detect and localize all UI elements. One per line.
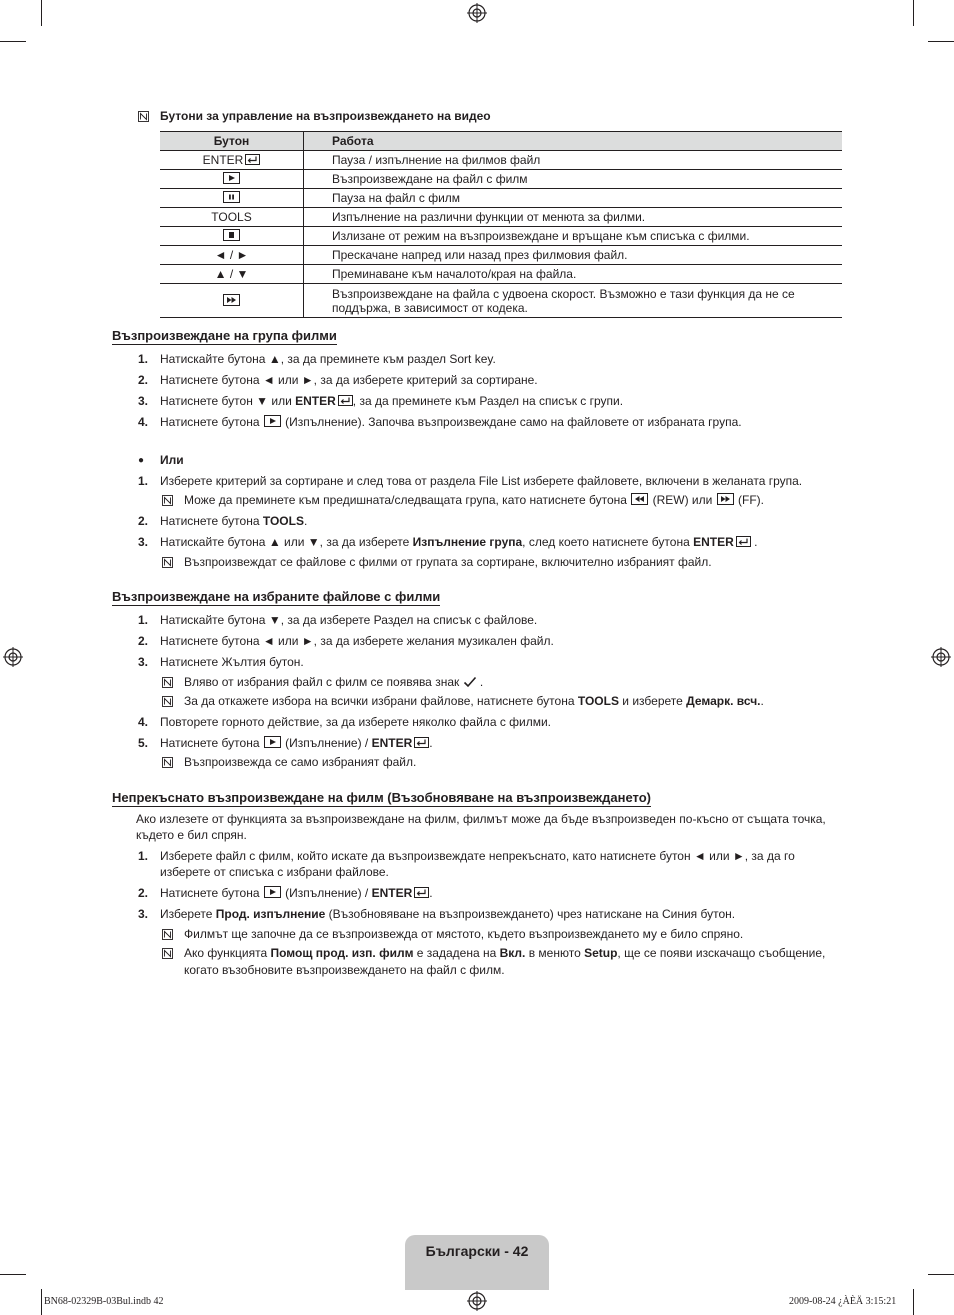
playback-controls-table [160,131,842,318]
registration-mark-icon [467,1291,487,1311]
text-span: Натиснете бутон ▼ или [160,394,296,408]
table-title: Бутони за управление на възпроизвеждането на видео [160,109,491,123]
enter-key-label: ENTER [693,535,734,549]
tools-key-label: TOOLS [577,694,619,708]
text-span: , за да преминете към Раздел на списък с групи. [352,394,624,408]
button-cell [160,151,304,170]
section-heading-group: Възпроизвеждане на група филми [112,328,337,343]
note-icon [162,948,173,959]
text-span: , след което натиснете бутона [522,535,694,549]
step-text [160,415,742,430]
setting-value: Вкл. [499,946,526,960]
registration-mark-icon [3,647,23,667]
crop-mark [913,0,914,26]
menu-item-label: Изпълнение група [412,535,523,549]
note-icon [162,557,173,568]
text-span: Вляво от избрания файл с филм се появява знак [184,675,463,689]
table-row [160,170,842,189]
or-label: Или [160,453,184,467]
step-text [160,535,757,550]
menu-name: Setup [584,946,618,960]
action-line: поддържа, в зависимост от кодека. [332,300,528,315]
note-text [184,493,764,508]
button-cell: TOOLS [160,208,304,227]
action-cell: Излизане от режим на възпроизвеждане и връщане към списъка с филми. [304,227,843,246]
step-text: изберете от списъка с избрани файлове. [160,865,389,879]
enter-icon [736,536,751,547]
text-span: . [476,675,484,689]
section-heading-selected: Възпроизвеждане на избраните файлове с филми [112,589,441,604]
step-text: Натиснете бутона ◄ или ►, за да изберете критерий за сортиране. [160,373,538,387]
step-number: 2. [138,373,149,387]
text-span: . [303,514,308,528]
section-heading-resume: Непрекъснато възпроизвеждане на филм (Възобновяване на възпроизвеждането) [112,790,651,805]
ff-icon [717,493,734,505]
table-row [160,265,842,284]
action-cell: Преминаване към началото/края на файла. [304,265,843,284]
table-row [160,151,842,170]
note-text [184,946,825,961]
note-icon [162,495,173,506]
enter-key-label: ENTER [202,153,244,167]
text-span: в менюто [525,946,585,960]
table-row [160,284,842,318]
enter-icon [414,737,429,748]
step-text: Изберете критерий за сортиране и след това от раздела File List изберете файловете, включени в желаната група. [160,474,803,488]
table-row [160,246,842,265]
action-cell: Прескачане напред или назад през филмовия файл. [304,246,843,265]
step-text: Натискайте бутона ▲, за да преминете към раздел Sort key. [160,352,496,366]
action-cell: Пауза на файл с филм [304,189,843,208]
button-cell: ▲ / ▼ [160,265,304,284]
text-span: . [760,694,764,708]
registration-mark-icon [931,647,951,667]
note-text: Възпроизвежда се само избраният файл. [184,755,417,769]
text-span: . [750,535,758,549]
crop-mark [41,1289,42,1315]
crop-mark [928,1274,954,1275]
action-cell: Възпроизвеждане на файл с филм [304,170,843,189]
column-header-button: Бутон [160,132,304,151]
play-icon [264,415,281,427]
text-span: и изберете [618,694,687,708]
text-span: Изберете [160,907,216,921]
intro-text: Ако излезете от функцията за възпроизвеждане на филм, филмът може да бъде възпроизведен по-късно от същата точка, [136,812,826,826]
step-text: Повторете горното действие, за да изберете няколко файла с филми. [160,715,552,729]
pause-icon [223,191,240,203]
step-number: 3. [138,394,149,408]
table-row [160,208,842,227]
step-text [160,907,735,922]
step-number: 2. [138,634,149,648]
text-span: Може да преминете към предишната/следващата група, като натиснете бутона [184,493,631,507]
text-span: . [429,886,433,900]
step-number: 2. [138,514,149,528]
text-span: (FF). [734,493,764,507]
step-number: 1. [138,849,149,863]
note-icon [162,696,173,707]
date-slug: 2009-08-24 ¿ÀÈÄ 3:15:21 [789,1296,897,1307]
file-slug: BN68-02329B-03Bul.indb 42 [44,1296,164,1307]
step-text: Изберете файл с филм, който искате да възпроизвеждате непрекъснато, като натиснете бутон ◄ или ►, за да го [160,849,795,863]
checkmark-icon [463,676,477,688]
tools-key-label: TOOLS [262,514,304,528]
button-cell [160,170,304,189]
ff-icon [223,294,240,306]
registration-mark-icon [467,3,487,23]
crop-mark [41,0,42,26]
button-cell: ◄ / ► [160,246,304,265]
note-text [184,694,764,709]
action-line: Възпроизвеждане на файла с удвоена скорост. Възможно е тази функция да не се [332,286,795,301]
step-number: 2. [138,886,149,900]
rewind-icon [631,493,648,505]
page-number-label: Български - 42 [425,1243,529,1259]
text-span: , ще се появи изскачащо съобщение, [617,946,826,960]
text-span: (Изпълнение) / [281,736,372,750]
play-icon [264,886,281,898]
intro-text: където е бил спрян. [136,828,247,842]
step-number: 3. [138,535,149,549]
step-number: 4. [138,715,149,729]
action-cell [304,284,843,318]
table-header-row [160,132,842,151]
text-span: Натиснете бутона [160,415,263,429]
step-number: 5. [138,736,149,750]
step-text [160,514,307,529]
step-number: 3. [138,907,149,921]
note-text: Филмът ще започне да се възпроизвежда от мястото, където възпроизвеждането му е било спряно. [184,927,744,941]
text-span: (Изпълнение) / [281,886,372,900]
step-number: 1. [138,352,149,366]
action-cell: Изпълнение на различни функции от менюта за филми. [304,208,843,227]
note-icon [162,677,173,688]
step-number: 1. [138,474,149,488]
step-text [160,886,433,901]
note-text: Възпроизвеждат се файлове с филми от групата за сортиране, включително избраният файл. [184,555,712,569]
step-text: Натиснете Жълтия бутон. [160,655,304,669]
play-icon [264,736,281,748]
crop-mark [0,1274,26,1275]
step-number: 3. [138,655,149,669]
text-span: Натиснете бутона [160,514,263,528]
crop-mark [0,41,26,42]
text-span: е зададена на [413,946,500,960]
enter-icon [338,395,353,406]
note-text [184,675,483,690]
step-number: 1. [138,613,149,627]
menu-item-label: Демарк. всч. [686,694,761,708]
step-text: Натиснете бутона ◄ или ►, за да изберете желания музикален файл. [160,634,554,648]
text-span: Ако функцията [184,946,271,960]
step-number: 4. [138,415,149,429]
note-icon [138,111,149,122]
text-span: За да откажете избора на всички избрани файлове, натиснете бутона [184,694,578,708]
play-icon [223,172,240,184]
button-cell [160,284,304,318]
enter-key-label: ENTER [295,394,336,408]
menu-item-label: Помощ прод. изп. филм [270,946,414,960]
step-text [160,394,623,409]
button-cell [160,227,304,246]
note-icon [162,929,173,940]
enter-icon [414,887,429,898]
table-row [160,227,842,246]
enter-key-label: ENTER [371,736,413,750]
enter-icon [245,154,260,165]
text-span: Натиснете бутона [160,886,263,900]
step-text: Натискайте бутона ▼, за да изберете Раздел на списък с файлове. [160,613,538,627]
bullet: ● [138,455,145,466]
text-span: Натиснете бутона [160,736,263,750]
button-cell [160,189,304,208]
text-span: . [429,736,433,750]
step-text [160,736,433,751]
text-span: (REW) или [649,493,716,507]
note-icon [162,757,173,768]
stop-icon [223,229,240,241]
menu-item-label: Прод. изпълнение [215,907,326,921]
text-span: (Изпълнение). Започва възпроизвеждане само на файловете от избраната група. [281,415,742,429]
crop-mark [928,41,954,42]
enter-key-label: ENTER [371,886,413,900]
note-text: когато възобновите възпроизвеждането на файл с филм. [184,963,505,977]
text-span: Натискайте бутона ▲ или ▼, за да изберете [160,535,413,549]
crop-mark [913,1289,914,1315]
column-header-action: Работа [304,132,843,151]
action-cell: Пауза / изпълнение на филмов файл [304,151,843,170]
text-span: (Възобновяване на възпроизвеждането) чрез натискане на Синия бутон. [325,907,736,921]
table-row [160,189,842,208]
